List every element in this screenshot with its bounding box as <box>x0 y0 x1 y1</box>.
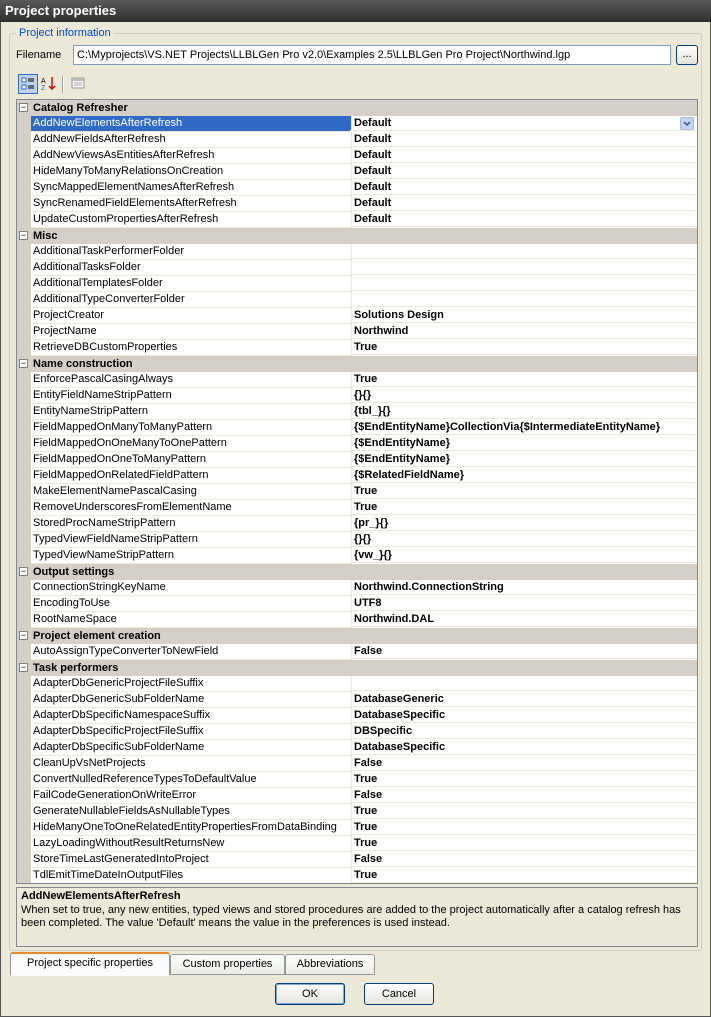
property-value[interactable] <box>350 308 697 323</box>
property-row[interactable] <box>17 260 697 276</box>
cancel-button[interactable]: Cancel <box>364 983 434 1005</box>
property-name[interactable]: EntityFieldNameStripPattern <box>31 388 352 404</box>
property-value-text: True <box>354 501 378 513</box>
property-name[interactable]: ProjectName <box>31 324 352 340</box>
row-margin <box>17 276 31 292</box>
collapse-icon[interactable]: − <box>20 358 27 368</box>
filename-field[interactable]: C:\Myprojects\VS.NET Projects\LLBLGen Pro v2.0\Examples 2.5\LLBLGen Pro Project\Northwind.lgp <box>73 45 671 65</box>
property-pages-icon <box>69 74 87 92</box>
property-value-text: DatabaseGeneric <box>354 693 444 705</box>
property-value[interactable] <box>350 500 697 515</box>
property-value-text: False <box>354 645 383 657</box>
property-name[interactable]: TdlEmitTimeDateInOutputFiles <box>31 868 352 884</box>
property-value[interactable] <box>350 132 697 147</box>
property-value-text: {}{} <box>354 533 372 545</box>
property-name[interactable]: FieldMappedOnOneToManyPattern <box>31 452 352 468</box>
property-name[interactable]: ConnectionStringKeyName <box>31 580 352 596</box>
property-row[interactable] <box>17 852 697 868</box>
property-value[interactable] <box>350 644 697 659</box>
property-value-text: {$EndEntityName} <box>354 453 450 465</box>
property-name[interactable]: AddNewFieldsAfterRefresh <box>31 132 352 148</box>
property-row[interactable] <box>17 756 697 772</box>
property-value-text: False <box>354 853 383 865</box>
property-name[interactable]: CleanUpVsNetProjects <box>31 756 352 772</box>
property-name[interactable]: FailCodeGenerationOnWriteError <box>31 788 352 804</box>
collapse-icon[interactable]: − <box>20 102 27 112</box>
property-name[interactable]: AdapterDbGenericSubFolderName <box>31 692 352 708</box>
property-row[interactable] <box>17 724 697 740</box>
property-row[interactable] <box>17 740 697 756</box>
property-name[interactable]: AdditionalTaskPerformerFolder <box>31 244 352 260</box>
property-value-text: Default <box>354 149 392 161</box>
property-row[interactable] <box>17 596 697 612</box>
property-name[interactable]: AddNewElementsAfterRefresh <box>31 116 352 132</box>
tab-custom-properties[interactable]: Custom properties <box>170 954 285 975</box>
property-row[interactable] <box>17 372 697 388</box>
property-value[interactable] <box>350 772 697 787</box>
property-row[interactable] <box>17 868 697 884</box>
property-name[interactable]: TypedViewFieldNameStripPattern <box>31 532 352 548</box>
row-margin <box>17 420 31 436</box>
property-value[interactable] <box>350 324 697 339</box>
property-name[interactable]: SyncMappedElementNamesAfterRefresh <box>31 180 352 196</box>
row-margin <box>17 196 31 212</box>
property-value[interactable] <box>350 260 697 275</box>
property-row[interactable] <box>17 612 697 628</box>
property-value-text: {$EndEntityName} <box>354 437 450 449</box>
category-title: Project element creation <box>33 630 161 642</box>
property-name[interactable]: EntityNameStripPattern <box>31 404 352 420</box>
property-value-text: True <box>354 773 378 785</box>
property-value-text: True <box>354 805 378 817</box>
property-value[interactable] <box>350 708 697 723</box>
property-row[interactable] <box>17 468 697 484</box>
row-margin <box>17 644 31 660</box>
property-name[interactable]: AdapterDbSpecificSubFolderName <box>31 740 352 756</box>
property-value[interactable] <box>350 468 697 483</box>
property-value-text: True <box>354 869 378 881</box>
property-name[interactable]: AdditionalTemplatesFolder <box>31 276 352 292</box>
row-margin <box>17 820 31 836</box>
tab-abbreviations[interactable]: Abbreviations <box>285 954 375 975</box>
property-row[interactable] <box>17 276 697 292</box>
property-row[interactable] <box>17 804 697 820</box>
property-value[interactable] <box>350 532 697 547</box>
property-value[interactable] <box>350 244 697 259</box>
property-value[interactable] <box>350 164 697 179</box>
property-value-text: Northwind.DAL <box>354 613 435 625</box>
property-row[interactable] <box>17 452 697 468</box>
property-name[interactable]: ProjectCreator <box>31 308 352 324</box>
toolbar-separator <box>62 76 64 93</box>
category-title: Catalog Refresher <box>33 102 128 114</box>
property-name[interactable]: AdditionalTypeConverterFolder <box>31 292 352 308</box>
description-title: AddNewElementsAfterRefresh <box>21 890 181 902</box>
filename-label: Filename <box>16 49 62 61</box>
property-value[interactable] <box>350 116 697 131</box>
property-row[interactable] <box>17 772 697 788</box>
row-margin <box>17 260 31 276</box>
row-margin <box>17 836 31 852</box>
row-margin <box>17 548 31 564</box>
property-value-text: Solutions Design <box>354 309 444 321</box>
property-value[interactable] <box>350 676 697 691</box>
row-margin <box>17 532 31 548</box>
collapse-icon[interactable]: − <box>20 630 27 640</box>
category-row[interactable] <box>17 628 697 644</box>
property-name[interactable]: UpdateCustomPropertiesAfterRefresh <box>31 212 352 228</box>
property-row[interactable] <box>17 292 697 308</box>
row-margin <box>17 868 31 884</box>
property-value-text: Default <box>354 165 392 177</box>
property-value-text: Default <box>354 181 392 193</box>
property-row[interactable] <box>17 644 697 660</box>
property-value-text: DBSpecific <box>354 725 413 737</box>
property-value[interactable] <box>350 148 697 163</box>
property-value-text: False <box>354 789 383 801</box>
property-name[interactable]: SyncRenamedFieldElementsAfterRefresh <box>31 196 352 212</box>
property-value[interactable] <box>350 596 697 611</box>
row-margin <box>17 292 31 308</box>
property-value[interactable] <box>350 820 697 835</box>
property-name[interactable]: FieldMappedOnRelatedFieldPattern <box>31 468 352 484</box>
property-name[interactable]: ConvertNulledReferenceTypesToDefaultValue <box>31 772 352 788</box>
collapse-icon[interactable]: − <box>20 662 27 672</box>
property-name[interactable]: EnforcePascalCasingAlways <box>31 372 352 388</box>
property-row[interactable] <box>17 836 697 852</box>
chevron-down-icon <box>683 120 691 128</box>
property-row[interactable] <box>17 516 697 532</box>
row-margin <box>17 212 31 228</box>
row-margin <box>17 724 31 740</box>
property-row[interactable] <box>17 820 697 836</box>
property-row[interactable] <box>17 388 697 404</box>
row-margin <box>17 436 31 452</box>
row-margin <box>17 148 31 164</box>
alphabetical-sort-button[interactable] <box>39 74 59 94</box>
property-row[interactable] <box>17 548 697 564</box>
property-value[interactable] <box>350 548 697 563</box>
property-row[interactable] <box>17 116 697 132</box>
row-margin <box>17 692 31 708</box>
property-row[interactable] <box>17 212 697 228</box>
description-panel <box>16 887 698 947</box>
property-name[interactable]: AdditionalTasksFolder <box>31 260 352 276</box>
property-row[interactable] <box>17 692 697 708</box>
property-value-text: {vw_}{} <box>354 549 392 561</box>
collapse-icon[interactable]: − <box>20 566 27 576</box>
property-pages-button[interactable] <box>69 74 89 94</box>
category-row[interactable] <box>17 660 697 676</box>
row-margin <box>17 372 31 388</box>
tab-project-specific-properties[interactable]: Project specific properties <box>10 952 170 976</box>
row-margin <box>17 676 31 692</box>
row-margin <box>17 580 31 596</box>
category-title: Misc <box>33 230 58 242</box>
row-margin <box>17 388 31 404</box>
property-name[interactable]: EncodingToUse <box>31 596 352 612</box>
row-margin <box>17 340 31 356</box>
property-value-text: {}{} <box>354 389 372 401</box>
property-value[interactable] <box>350 372 697 387</box>
property-name[interactable]: FieldMappedOnManyToManyPattern <box>31 420 352 436</box>
row-margin <box>17 500 31 516</box>
property-value[interactable] <box>350 388 697 403</box>
property-value-text: True <box>354 373 378 385</box>
property-value[interactable] <box>350 516 697 531</box>
project-information-label: Project information <box>16 27 114 40</box>
property-value[interactable] <box>350 756 697 771</box>
property-name[interactable]: StoredProcNameStripPattern <box>31 516 352 532</box>
property-value-text: Default <box>354 117 392 129</box>
property-row[interactable] <box>17 196 697 212</box>
property-value[interactable] <box>350 180 697 195</box>
property-value[interactable] <box>350 292 697 307</box>
row-margin <box>17 164 31 180</box>
property-name[interactable]: RemoveUnderscoresFromElementName <box>31 500 352 516</box>
property-value-text: Northwind.ConnectionString <box>354 581 504 593</box>
property-value[interactable] <box>350 740 697 755</box>
property-value[interactable] <box>350 788 697 803</box>
property-grid[interactable] <box>16 99 698 884</box>
property-name[interactable]: TypedViewNameStripPattern <box>31 548 352 564</box>
row-margin <box>17 612 31 628</box>
property-value[interactable] <box>350 724 697 739</box>
property-name[interactable]: AdapterDbSpecificProjectFileSuffix <box>31 724 352 740</box>
property-value[interactable] <box>350 836 697 851</box>
categorized-view-icon <box>19 75 37 93</box>
property-value-text: Default <box>354 133 392 145</box>
property-value[interactable] <box>350 580 697 595</box>
row-margin <box>17 180 31 196</box>
property-name[interactable]: HideManyToManyRelationsOnCreation <box>31 164 352 180</box>
property-row[interactable] <box>17 148 697 164</box>
property-name[interactable]: StoreTimeLastGeneratedIntoProject <box>31 852 352 868</box>
row-margin <box>17 772 31 788</box>
property-row[interactable] <box>17 164 697 180</box>
row-margin <box>17 804 31 820</box>
alphabetical-sort-icon <box>39 74 57 92</box>
property-value-text: True <box>354 837 378 849</box>
property-name[interactable]: MakeElementNamePascalCasing <box>31 484 352 500</box>
alpha-glyph-a: A <box>41 78 46 85</box>
property-name[interactable]: RootNameSpace <box>31 612 352 628</box>
row-margin <box>17 596 31 612</box>
property-value-text: {$RelatedFieldName} <box>354 469 465 481</box>
row-margin <box>17 484 31 500</box>
row-margin <box>17 756 31 772</box>
property-row[interactable] <box>17 308 697 324</box>
row-margin <box>17 244 31 260</box>
property-row[interactable] <box>17 244 697 260</box>
row-margin <box>17 116 31 132</box>
alpha-glyph-z: Z <box>41 85 46 92</box>
property-value[interactable] <box>350 212 697 227</box>
property-value-text: UTF8 <box>354 597 382 609</box>
property-row[interactable] <box>17 788 697 804</box>
property-value-text: {tbl_}{} <box>354 405 391 417</box>
property-row[interactable] <box>17 676 697 692</box>
property-row[interactable] <box>17 132 697 148</box>
property-value-text: True <box>354 821 378 833</box>
row-margin <box>17 740 31 756</box>
property-row[interactable] <box>17 500 697 516</box>
property-name[interactable]: HideManyOneToOneRelatedEntityPropertiesFromDataBinding <box>31 820 352 836</box>
title-bar <box>0 0 711 22</box>
property-value-text: Default <box>354 197 392 209</box>
property-row[interactable] <box>17 580 697 596</box>
category-title: Task performers <box>33 662 119 674</box>
row-margin <box>17 788 31 804</box>
category-row[interactable] <box>17 228 697 244</box>
browse-button[interactable]: ... <box>676 45 698 65</box>
property-name[interactable]: AdapterDbSpecificNamespaceSuffix <box>31 708 352 724</box>
property-value[interactable] <box>350 452 697 467</box>
row-margin <box>17 324 31 340</box>
property-name[interactable]: RetrieveDBCustomProperties <box>31 340 352 356</box>
category-title: Output settings <box>33 566 115 578</box>
property-value-text: Default <box>354 213 392 225</box>
property-value[interactable] <box>350 196 697 211</box>
property-row[interactable] <box>17 708 697 724</box>
category-row[interactable] <box>17 564 697 580</box>
property-value-text: True <box>354 341 378 353</box>
property-row[interactable] <box>17 420 697 436</box>
property-value[interactable] <box>350 692 697 707</box>
property-value-text: True <box>354 485 378 497</box>
property-row[interactable] <box>17 532 697 548</box>
property-value[interactable] <box>350 436 697 451</box>
property-value-text: {$EndEntityName}CollectionVia{$IntermediateEntityName} <box>354 421 661 433</box>
row-margin <box>17 708 31 724</box>
row-margin <box>17 308 31 324</box>
category-row[interactable] <box>17 100 697 116</box>
property-name[interactable]: LazyLoadingWithoutResultReturnsNew <box>31 836 352 852</box>
property-row[interactable] <box>17 180 697 196</box>
row-margin <box>17 852 31 868</box>
property-name[interactable]: AdapterDbGenericProjectFileSuffix <box>31 676 352 692</box>
property-value[interactable] <box>350 612 697 627</box>
description-text: When set to true, any new entities, typed views and stored procedures are added to the project automatically after a catalog refresh has been completed. The value 'Default' means the value in the preferences is used instead. <box>21 904 681 929</box>
property-row[interactable] <box>17 324 697 340</box>
category-title: Name construction <box>33 358 133 370</box>
property-value-text: {pr_}{} <box>354 517 389 529</box>
property-name[interactable]: AddNewViewsAsEntitiesAfterRefresh <box>31 148 352 164</box>
dropdown-button[interactable] <box>680 117 694 130</box>
ok-button[interactable]: OK <box>275 983 345 1005</box>
property-value[interactable] <box>350 340 697 355</box>
row-margin <box>17 404 31 420</box>
window-title: Project properties <box>5 3 117 18</box>
row-margin <box>17 132 31 148</box>
property-name[interactable]: FieldMappedOnOneManyToOnePattern <box>31 436 352 452</box>
property-row[interactable] <box>17 404 697 420</box>
property-row[interactable] <box>17 436 697 452</box>
property-row[interactable] <box>17 484 697 500</box>
row-margin <box>17 452 31 468</box>
categorized-view-button[interactable] <box>18 74 38 94</box>
property-value-text: DatabaseSpecific <box>354 741 446 753</box>
property-value[interactable] <box>350 868 697 883</box>
property-row[interactable] <box>17 340 697 356</box>
property-value-text: Northwind <box>354 325 409 337</box>
property-value[interactable] <box>350 420 697 435</box>
property-name[interactable]: AutoAssignTypeConverterToNewField <box>31 644 352 660</box>
property-value-text: DatabaseSpecific <box>354 709 446 721</box>
row-margin <box>17 468 31 484</box>
property-value[interactable] <box>350 484 697 499</box>
row-margin <box>17 516 31 532</box>
collapse-icon[interactable]: − <box>20 230 27 240</box>
property-name[interactable]: GenerateNullableFieldsAsNullableTypes <box>31 804 352 820</box>
property-value[interactable] <box>350 852 697 867</box>
property-value-text: False <box>354 757 383 769</box>
property-value[interactable] <box>350 276 697 291</box>
category-row[interactable] <box>17 356 697 372</box>
property-value[interactable] <box>350 404 697 419</box>
property-value[interactable] <box>350 804 697 819</box>
